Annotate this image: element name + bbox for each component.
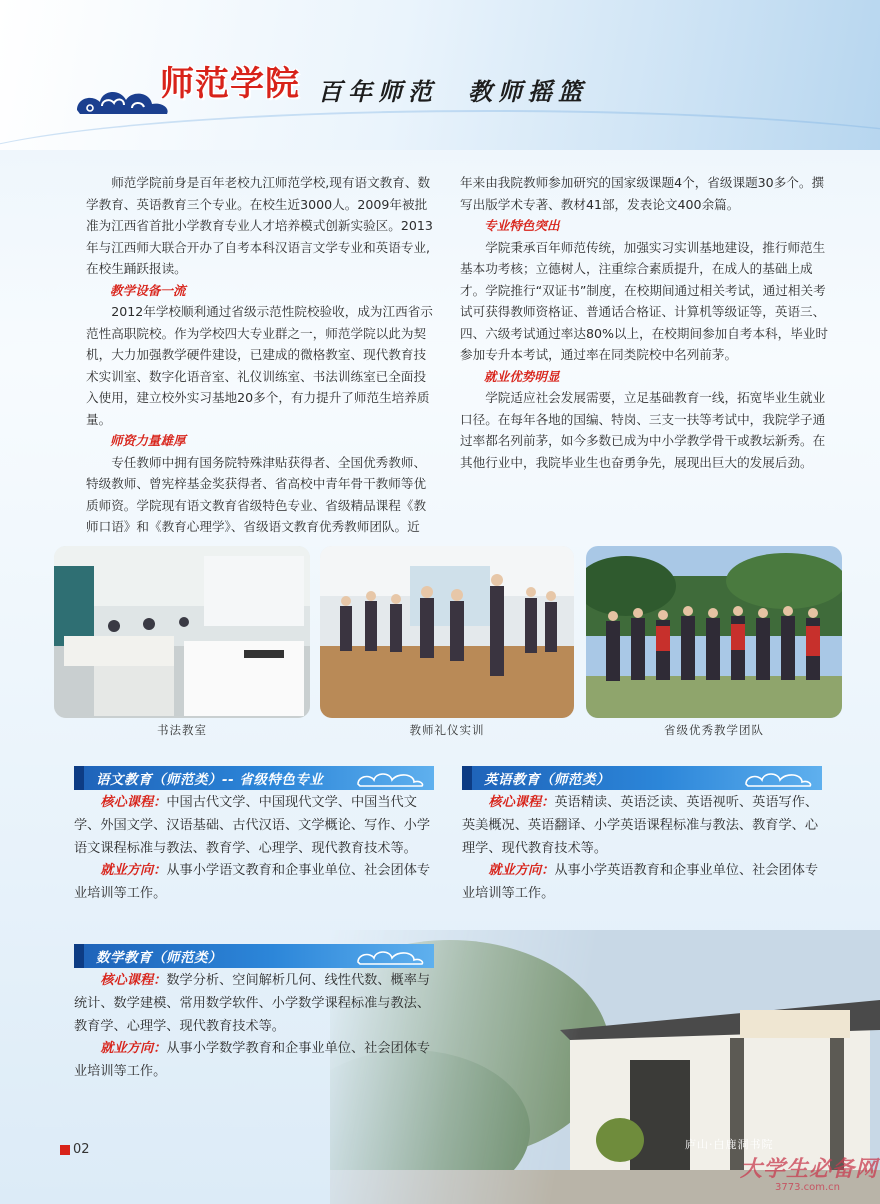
core-courses-text: 英语精读、英语泛读、英语视听、英语写作、英美概况、英语翻译、小学英语课程标准与教法、教育学、心理学、现代教育技术等。: [462, 795, 819, 856]
job-direction-text: 从事小学语文教育和企事业单位、社会团体专业培训等工作。: [74, 863, 431, 902]
intro-paragraph: 师范学院前身是百年老校九江师范学校,现有语文教育、数学教育、英语教育三个专业。在校生近3000人。2009年被批准为江西省首批小学教育专业人才培养模式创新实验区。2013年与江西师大联合开办了自考本科汉语言文学专业和英语专业,在校生踊跃报读。: [86, 175, 433, 276]
section-heading-equipment: 教学设备一流: [110, 282, 186, 298]
section-title: 英语教育（师范类）: [484, 772, 610, 788]
auspicious-cloud-icon: [72, 80, 172, 120]
photo-caption: 教师礼仪实训: [409, 723, 485, 737]
photo-etiquette-training: [320, 546, 574, 718]
course-english: [462, 792, 824, 906]
section-bar-english: [462, 766, 822, 790]
job-direction-text: 从事小学英语教育和企事业单位、社会团体专业培训等工作。: [462, 863, 819, 902]
photo-caption: 书法教室: [157, 723, 207, 737]
job-direction-label: 就业方向：: [488, 863, 555, 879]
page-number-text: 02: [73, 1142, 90, 1157]
features-paragraph: 学院秉承百年师范传统，加强实习实训基地建设，推行师范生基本功考核；立德树人，注重综合素质提升，在成人的基础上成才。学院推行“双证书”制度，在校期间通过相关考试，通过相关考试可获得教师资格证、普通话合格证、计算机等级证等，英语三、四、六级考试通过率达80%以上，在校期间参加自考本科，毕业时参加专升本考试，通过率在同类院校中名列前茅。: [460, 239, 829, 362]
scene-caption: 庐山·白鹿洞书院: [685, 1138, 774, 1151]
watermark: 大学生必备网: [740, 1157, 879, 1182]
employment-paragraph: 学院适应社会发展需要，立足基础教育一线，拓宽毕业生就业口径。在每年各地的国编、特岗、三支一扶等考试中，我院学子通过率都名列前茅，如今多数已成为中小学教学骨干或教坛新秀。在其他行业中，我院毕业生也奋勇争先，展现出巨大的发展后劲。: [460, 390, 826, 470]
cloud-ornament-icon: [356, 946, 426, 966]
job-direction-label: 就业方向：: [100, 1041, 167, 1057]
course-math: [74, 970, 438, 1084]
page-number: [60, 1142, 90, 1157]
section-heading-features: 专业特色突出: [484, 218, 560, 233]
core-courses-text: 数学分析、空间解析几何、线性代数、概率与统计、数学建模、常用数学软件、小学数学课程标准与教法、教育学、心理学、现代教育技术等。: [74, 973, 431, 1034]
photo-teaching-team: [586, 546, 842, 718]
photo-caption: 省级优秀教学团队: [664, 723, 764, 737]
core-courses-label: 核心课程：: [488, 795, 555, 810]
core-courses-text: 中国古代文学、中国现代文学、中国当代文学、外国文学、汉语基础、古代汉语、文学概论、写作、小学语文课程标准与教法、教育学、心理学、现代教育技术等。: [74, 795, 431, 856]
section-bar-chinese: [74, 766, 434, 790]
left-text-column: [86, 172, 438, 538]
section-heading-faculty: 师资力量雄厚: [110, 433, 186, 448]
bar-accent: [462, 766, 472, 790]
photo-calligraphy-classroom: [54, 546, 310, 718]
section-bar-math: [74, 944, 434, 968]
research-paragraph: 年来由我院教师参加研究的国家级课题4个，省级课题30多个。撰写出版学术专著、教材41部，发表论文400余篇。: [460, 175, 825, 212]
cloud-ornament-icon: [744, 768, 814, 788]
equipment-paragraph: 2012年学校顺利通过省级示范性院校验收，成为江西省示范性高职院校。作为学校四大专业群之一，师范学院以此为契机，大力加强教学硬件建设，已建成的微格教室、现代教育技术实训室、数字化语音室、礼仪训练室、书法训练室已全面投入使用，建立校外实习基地20多个，有力提升了师范生培养质量。: [86, 304, 433, 427]
section-title: 数学教育（师范类）: [96, 950, 222, 966]
page-title: 师范学院: [160, 64, 300, 104]
page-marker-icon: [60, 1145, 70, 1155]
bar-accent: [74, 944, 84, 968]
right-text-column: [460, 172, 830, 473]
watermark-url: 3773.com.cn: [775, 1182, 840, 1193]
cloud-ornament-icon: [356, 768, 426, 788]
section-title: 语文教育（师范类）-- 省级特色专业: [96, 772, 324, 788]
job-direction-text: 从事小学数学教育和企事业单位、社会团体专业培训等工作。: [74, 1041, 431, 1080]
section-heading-employment: 就业优势明显: [484, 368, 560, 384]
bar-accent: [74, 766, 84, 790]
core-courses-label: 核心课程：: [100, 973, 167, 988]
course-chinese: [74, 792, 438, 906]
page-slogan: 百年师范 教师摇篮: [318, 77, 588, 106]
job-direction-label: 就业方向：: [100, 863, 167, 879]
faculty-paragraph: 专任教师中拥有国务院特殊津贴获得者、全国优秀教师、特级教师、曾宪梓基金奖获得者、省高校中青年骨干教师等优质师资。学院现有语文教育省级特色专业、省级精品课程《教师口语》和《教育心理学》、省级语文教育优秀教师团队。近: [86, 454, 427, 534]
core-courses-label: 核心课程：: [100, 795, 167, 810]
